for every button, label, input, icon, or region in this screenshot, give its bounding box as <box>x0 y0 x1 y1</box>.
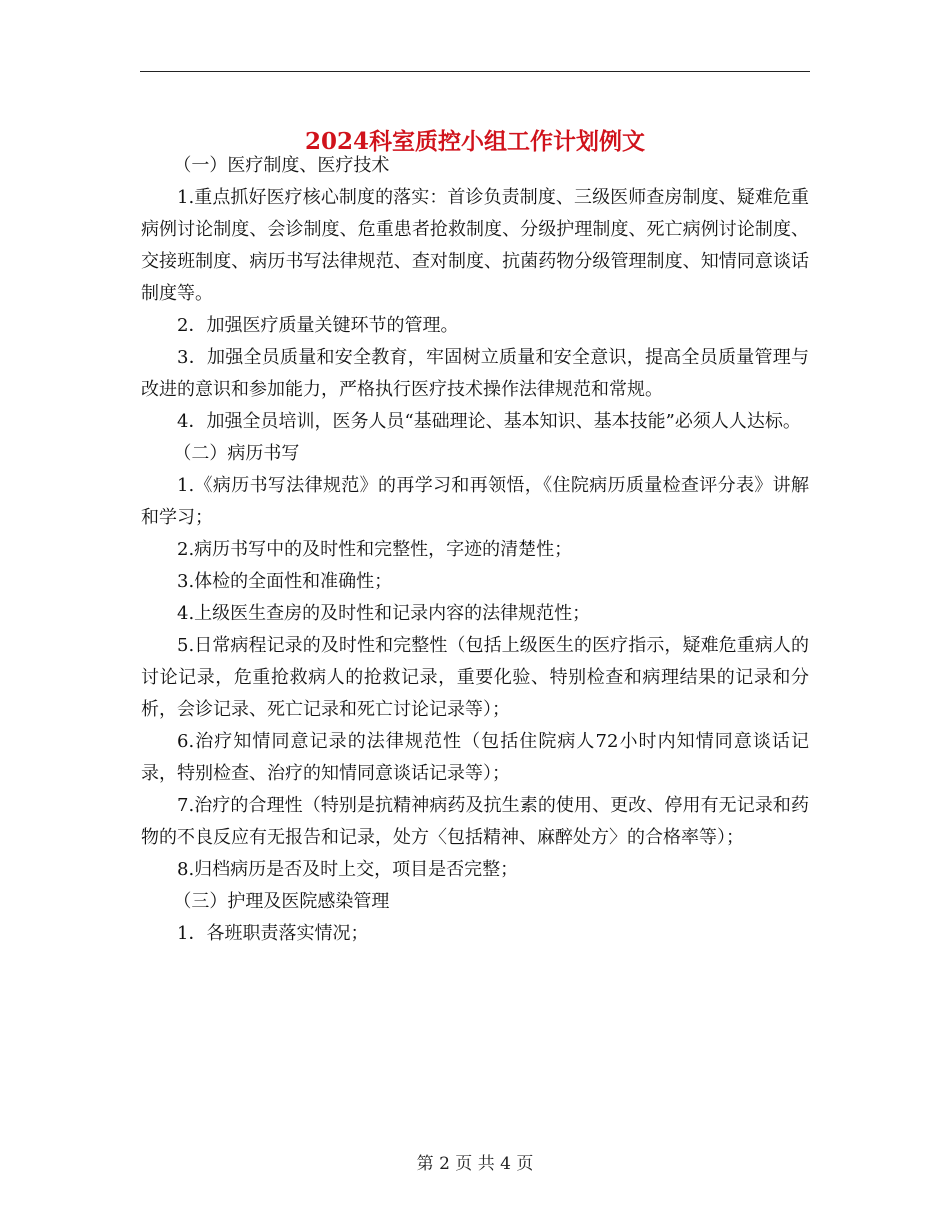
paragraph-ward-rounds: 4.上级医生查房的及时性和记录内容的法律规范性； <box>177 603 591 624</box>
paragraph-core-systems: 1.重点抓好医疗核心制度的落实：首诊负责制度、三级医师查房制度、疑难危重病例讨论制度、会诊制度、危重患者抢救制度、分级护理制度、死亡病例讨论制度、交接班制度、病历书写法律规范、查对制度、抗菌药物分级管理制度、知情同意谈话制度等。 <box>141 187 809 304</box>
section-heading-medical-records: （二）病历书写 <box>173 443 300 464</box>
header-rule <box>140 71 810 72</box>
paragraph-staff-training: 4．加强全员培训，医务人员“基础理论、基本知识、基本技能”必须人人达标。 <box>177 411 801 432</box>
page-footer: 第 2 页 共 4 页 <box>416 1154 534 1174</box>
paragraph-key-links: 2．加强医疗质量关键环节的管理。 <box>177 315 459 336</box>
paragraph-shift-duties: 1．各班职责落实情况； <box>177 923 369 944</box>
section-heading-medical-system: （一）医疗制度、医疗技术 <box>173 155 390 176</box>
paragraph-progress-notes: 5.日常病程记录的及时性和完整性（包括上级医生的医疗指示，疑难危重病人的讨论记录，危重抢救病人的抢救记录，重要化验、特别检查和病理结果的记录和分析，会诊记录、死亡记录和死亡讨论记录等）； <box>141 635 809 720</box>
paragraph-treatment-rationality: 7.治疗的合理性（特别是抗精神病药及抗生素的使用、更改、停用有无记录和药物的不良反应有无报告和记录，处方〈包括精神、麻醉处方〉的合格率等）； <box>141 795 809 848</box>
paragraph-physical-exam: 3.体检的全面性和准确性； <box>177 571 393 592</box>
paragraph-record-norms: 1.《病历书写法律规范》的再学习和再领悟，《住院病历质量检查评分表》讲解和学习； <box>141 475 809 528</box>
document-title: 2024科室质控小组工作计划例文 <box>304 128 645 156</box>
paragraph-safety-education: 3．加强全员质量和安全教育，牢固树立质量和安全意识，提高全员质量管理与改进的意识和参加能力，严格执行医疗技术操作法律规范和常规。 <box>141 347 809 400</box>
section-heading-nursing-infection: （三）护理及医院感染管理 <box>173 891 390 912</box>
paragraph-record-archiving: 8.归档病历是否及时上交，项目是否完整； <box>177 859 519 880</box>
paragraph-record-timeliness: 2.病历书写中的及时性和完整性，字迹的清楚性； <box>177 539 573 560</box>
document-body <box>141 150 809 950</box>
paragraph-informed-consent: 6.治疗知情同意记录的法律规范性（包括住院病人72小时内知情同意谈话记录，特别检查、治疗的知情同意谈话记录等）； <box>141 731 809 784</box>
